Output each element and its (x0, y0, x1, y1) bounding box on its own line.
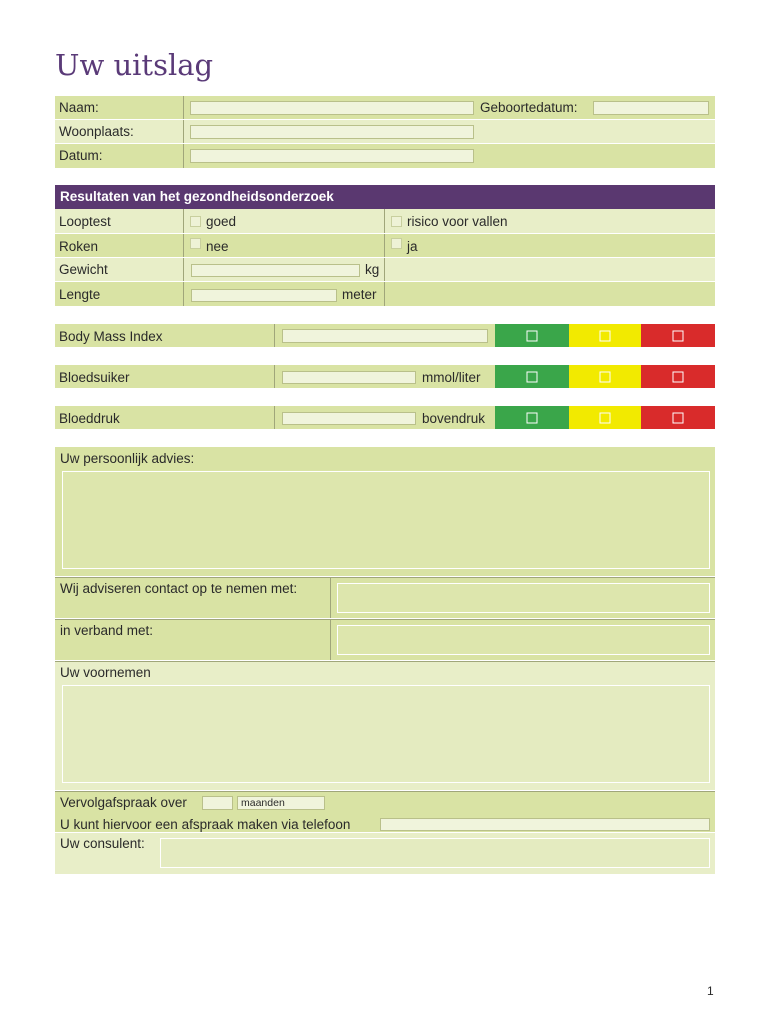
divider (183, 96, 184, 119)
divider (330, 578, 331, 618)
roken-nee-label: nee (206, 239, 229, 254)
bloeddruk-yellow-checkbox[interactable] (600, 412, 611, 423)
bloeddruk-green-checkbox[interactable] (527, 412, 538, 423)
voornemen-label: Uw voornemen (60, 665, 151, 680)
voornemen-textarea[interactable] (62, 685, 710, 783)
telefoon-field[interactable] (380, 818, 710, 831)
roken-nee-checkbox[interactable] (190, 238, 201, 249)
woonplaats-label: Woonplaats: (59, 124, 134, 139)
divider (330, 620, 331, 660)
divider (183, 282, 184, 306)
roken-row (55, 234, 715, 258)
bloeddruk-yellow-cell (569, 406, 641, 429)
consulent-row (55, 833, 715, 875)
divider (183, 258, 184, 281)
looptest-risico-checkbox[interactable] (391, 216, 402, 227)
roken-label: Roken (59, 239, 99, 254)
bloeddruk-red-checkbox[interactable] (673, 412, 684, 423)
bloedsuiker-green-checkbox[interactable] (527, 371, 538, 382)
divider (183, 209, 184, 233)
divider (384, 209, 385, 233)
divider (274, 324, 275, 347)
page-title: Uw uitslag (55, 48, 214, 82)
bmi-row (55, 324, 715, 348)
bloeddruk-field[interactable] (282, 412, 416, 425)
divider (384, 234, 385, 257)
looptest-risico-label: risico voor vallen (407, 214, 508, 229)
bloedsuiker-label: Bloedsuiker (59, 370, 130, 385)
divider (274, 365, 275, 388)
maanden-field[interactable]: maanden (237, 796, 325, 810)
vervolg-months-field[interactable] (202, 796, 233, 810)
bmi-label: Body Mass Index (59, 329, 163, 344)
bloedsuiker-red-cell (641, 365, 715, 388)
verband-field[interactable] (337, 625, 710, 655)
vervolg-label: Vervolgafspraak over (60, 795, 187, 810)
geboortedatum-field[interactable] (593, 101, 709, 115)
voornemen-section (55, 661, 715, 791)
bloeddruk-row (55, 406, 715, 430)
naam-label: Naam: (59, 100, 99, 115)
naam-row (55, 96, 715, 120)
datum-field[interactable] (190, 149, 474, 163)
divider (183, 234, 184, 257)
contact-label: Wij adviseren contact op te nemen met: (60, 581, 298, 596)
woonplaats-field[interactable] (190, 125, 474, 139)
naam-field[interactable] (190, 101, 474, 115)
telefoon-label: U kunt hiervoor een afspraak maken via telefoon (60, 817, 351, 832)
consulent-field[interactable] (160, 838, 710, 868)
bloeddruk-red-cell (641, 406, 715, 429)
divider (183, 120, 184, 143)
lengte-field[interactable] (191, 289, 337, 302)
lengte-row (55, 282, 715, 307)
gewicht-unit: kg (365, 262, 380, 277)
gewicht-field[interactable] (191, 264, 360, 277)
bloeddruk-label: Bloeddruk (59, 411, 120, 426)
results-header: Resultaten van het gezondheidsonderzoek (55, 185, 715, 209)
verband-label: in verband met: (60, 623, 154, 638)
geboortedatum-label: Geboortedatum: (480, 100, 578, 115)
looptest-label: Looptest (59, 214, 111, 229)
divider (384, 258, 385, 281)
verband-row (55, 619, 715, 661)
bloeddruk-unit: bovendruk (422, 411, 486, 426)
consulent-label: Uw consulent: (60, 836, 145, 851)
advies-label: Uw persoonlijk advies: (60, 451, 195, 466)
roken-ja-label: ja (407, 239, 418, 254)
bloedsuiker-yellow-checkbox[interactable] (600, 371, 611, 382)
bmi-green-checkbox[interactable] (527, 330, 538, 341)
looptest-goed-label: goed (206, 214, 237, 229)
gewicht-row (55, 258, 715, 282)
bmi-green-cell (495, 324, 569, 347)
bloedsuiker-green-cell (495, 365, 569, 388)
lengte-unit: meter (342, 287, 377, 302)
bmi-yellow-cell (569, 324, 641, 347)
contact-row (55, 577, 715, 619)
roken-ja-checkbox[interactable] (391, 238, 402, 249)
bmi-red-checkbox[interactable] (673, 330, 684, 341)
lengte-label: Lengte (59, 287, 101, 302)
gewicht-label: Gewicht (59, 262, 108, 277)
divider (274, 406, 275, 429)
looptest-goed-checkbox[interactable] (190, 216, 201, 227)
bloedsuiker-unit: mmol/liter (422, 370, 481, 385)
bloedsuiker-yellow-cell (569, 365, 641, 388)
datum-row (55, 144, 715, 169)
bmi-red-cell (641, 324, 715, 347)
bloedsuiker-red-checkbox[interactable] (673, 371, 684, 382)
datum-label: Datum: (59, 148, 103, 163)
bmi-field[interactable] (282, 329, 488, 343)
bmi-yellow-checkbox[interactable] (600, 330, 611, 341)
advies-section (55, 447, 715, 577)
bloedsuiker-row (55, 365, 715, 389)
divider (183, 144, 184, 168)
looptest-row (55, 209, 715, 234)
contact-field[interactable] (337, 583, 710, 613)
page-number: 1 (707, 984, 714, 998)
bloedsuiker-field[interactable] (282, 371, 416, 384)
bloeddruk-green-cell (495, 406, 569, 429)
vervolg-section (55, 791, 715, 833)
woonplaats-row (55, 120, 715, 144)
advies-textarea[interactable] (62, 471, 710, 569)
divider (384, 282, 385, 306)
